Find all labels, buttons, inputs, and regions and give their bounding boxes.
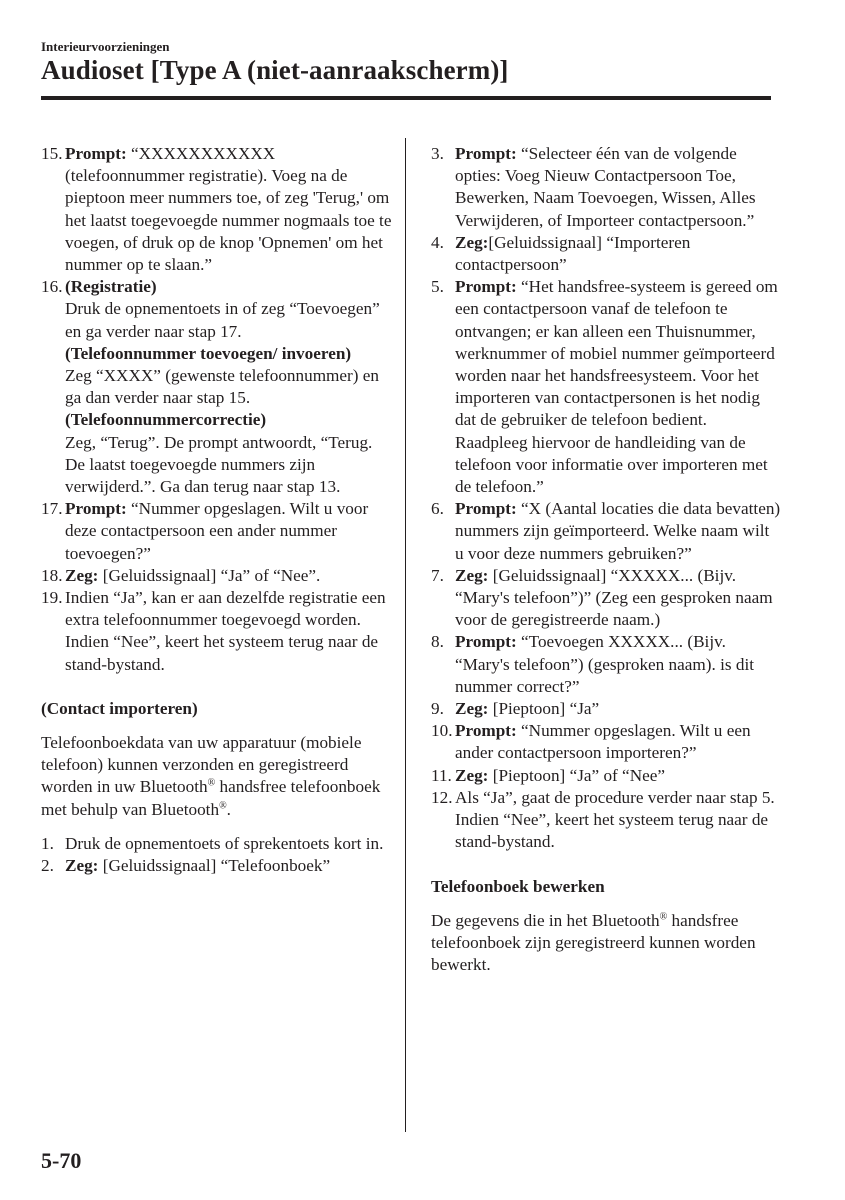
section-label: Interieurvoorzieningen: [41, 39, 170, 54]
page-number: 5-70: [41, 1148, 82, 1173]
list-item-15: [41, 143, 396, 276]
item-number: 15.: [41, 144, 63, 163]
item-keyword: Zeg:: [455, 232, 489, 252]
item-number: 1.: [41, 833, 54, 853]
list-item-16: [41, 276, 396, 498]
item-number: 4.: [431, 232, 444, 252]
paragraph-text: Telefoonboekdata van uw apparatuur (mobiele telefoon) kunnen verzonden en geregistreerd worden in uw Bluetooth: [41, 733, 362, 797]
list-item-2: [41, 855, 396, 877]
list-item-18: [41, 565, 396, 587]
list-item-3: [431, 143, 781, 232]
left-column: [41, 143, 396, 877]
item-text: Indien “Nee”, keert het systeem terug naar de stand-bystand.: [455, 810, 769, 852]
section-heading-contact-importeren: (Contact importeren): [41, 698, 198, 718]
item-number: 9.: [431, 699, 444, 719]
item-text: Indien “Ja”, kan er aan dezelfde registratie een extra telefoonnummer toegevoegd worden.: [65, 588, 386, 630]
list-item-12: [431, 787, 781, 854]
item-text: “XXXXXXXXXXX (telefoonnummer registratie). Voeg na de pieptoon meer nummers toe, of zeg 'Terug,' om het laatst toegevoegde nummer nogmaals toe te voegen, of druk op de knop 'Opnemen' om het nummer op te slaan.”: [65, 144, 392, 275]
item-keyword: Prompt:: [65, 499, 127, 519]
registered-mark: ®: [659, 910, 668, 922]
item-text: “Selecteer één van de volgende opties: Voeg Nieuw Contactpersoon Toe, Bewerken, Naam Toevoegen, Wissen, Alles Verwijderen, of Importeer contactpersoon.”: [455, 144, 756, 230]
item-keyword: Prompt:: [65, 144, 127, 163]
item-keyword: Zeg:: [455, 699, 489, 719]
item-number: 17.: [41, 499, 63, 519]
item-keyword: Zeg:: [65, 565, 99, 585]
item-text: “Het handsfree-systeem is gereed om een contactpersoon vanaf de telefoon te ontvangen; er kan alleen een Thuisnummer, werknummer of mobiel nummer geïmporteerd worden naar het handsfreesysteem. Voor het importeren van contactpersonen is het nodig dat de gebruiker de telefoon bedient. Raadpleeg hiervoor de handleiding van de telefoon voor informatie over importeren met de telefoon.”: [455, 277, 778, 497]
list-item-11: [431, 765, 781, 787]
item-text: Zeg, “Terug”. De prompt antwoordt, “Terug. De laatst toegevoegde nummers zijn verwijderd.”. Ga dan terug naar stap 13.: [65, 432, 373, 497]
list-item-8: [431, 631, 781, 698]
item-number: 19.: [41, 588, 63, 608]
item-keyword: Prompt:: [455, 144, 517, 163]
list-item-19: [41, 587, 396, 676]
registered-mark: ®: [219, 799, 227, 811]
subheading-telefoonnummer-toevoegen: (Telefoonnummer toevoegen/ invoeren): [65, 343, 352, 363]
item-keyword: Prompt:: [455, 721, 517, 741]
list-item-10: [431, 720, 781, 764]
item-text: “Nummer opgeslagen. Wilt u voor deze contactpersoon een ander nummer toevoegen?”: [65, 499, 369, 563]
item-number: 3.: [431, 144, 444, 163]
item-keyword: Zeg:: [455, 565, 489, 585]
right-column: [431, 143, 781, 976]
list-item-17: [41, 498, 396, 565]
item-number: 11.: [431, 765, 452, 785]
header-rule: [41, 96, 771, 100]
list-item-1: [41, 833, 396, 855]
item-text: Indien “Nee”, keert het systeem terug naar de stand-bystand.: [65, 632, 379, 674]
item-number: 6.: [431, 499, 444, 519]
item-number: 16.: [41, 277, 63, 297]
item-text: Zeg “XXXX” (gewenste telefoonnummer) en ga dan verder naar stap 15.: [65, 366, 380, 408]
item-text: [Geluidssignaal] “Ja” of “Nee”.: [98, 565, 321, 585]
item-text: “X (Aantal locaties die data bevatten) nummers zijn geïmporteerd. Welke naam wilt u voor deze nummers gebruiken?”: [455, 499, 781, 563]
item-number: 12.: [431, 787, 453, 807]
item-text: [Geluidssignaal] “Telefoonboek”: [98, 856, 331, 876]
page-title: Audioset [Type A (niet-aanraakscherm)]: [41, 55, 509, 85]
item-number: 2.: [41, 856, 54, 876]
paragraph-text: handsfree telefoonboek zijn geregistreerd kunnen worden bewerkt.: [431, 910, 756, 975]
item-number: 5.: [431, 277, 444, 297]
list-item-5: [431, 276, 781, 498]
item-keyword: Zeg:: [455, 765, 489, 785]
edit-paragraph: [431, 910, 781, 977]
item-number: 10.: [431, 721, 453, 741]
item-text: “Toevoegen XXXXX... (Bijv. “Mary's telefoon”) (gesproken naam). is dit nummer correct?”: [455, 632, 755, 696]
item-number: 8.: [431, 632, 444, 652]
item-text: [Geluidssignaal] “Importeren contactpersoon”: [455, 232, 691, 275]
column-divider: [405, 138, 406, 1132]
item-text: Druk de opnementoets in of zeg “Toevoegen” en ga verder naar stap 17.: [65, 299, 380, 341]
subheading-registratie: (Registratie): [65, 277, 157, 297]
paragraph-text: .: [226, 799, 231, 819]
item-number: 7.: [431, 565, 444, 585]
item-text: Als “Ja”, gaat de procedure verder naar stap 5.: [455, 787, 775, 807]
item-text: Druk de opnementoets of sprekentoets kort in.: [65, 833, 384, 853]
paragraph-text: handsfree telefoonboek met behulp van Bluetooth: [41, 777, 381, 819]
item-text: [Pieptoon] “Ja” of “Nee”: [488, 765, 665, 785]
list-item-4: [431, 232, 781, 276]
item-text: [Geluidssignaal] “XXXXX... (Bijv. “Mary's telefoon”)” (Zeg een gesproken naam voor de geregistreerde naam.): [455, 565, 773, 630]
contact-paragraph: [41, 732, 396, 821]
item-number: 18.: [41, 565, 63, 585]
item-keyword: Prompt:: [455, 499, 517, 519]
section-heading-telefoonboek-bewerken: Telefoonboek bewerken: [431, 876, 605, 896]
item-keyword: Prompt:: [455, 632, 517, 652]
subheading-telefoonnummercorrectie: (Telefoonnummercorrectie): [65, 410, 267, 430]
paragraph-text: De gegevens die in het Bluetooth: [431, 910, 660, 930]
list-item-7: [431, 565, 781, 632]
registered-mark: ®: [207, 777, 216, 789]
item-text: [Pieptoon] “Ja”: [488, 699, 600, 719]
item-text: “Nummer opgeslagen. Wilt u een ander contactpersoon importeren?”: [455, 721, 751, 763]
item-keyword: Zeg:: [65, 856, 99, 876]
list-item-9: [431, 698, 781, 720]
list-item-6: [431, 498, 781, 565]
item-keyword: Prompt:: [455, 277, 517, 297]
